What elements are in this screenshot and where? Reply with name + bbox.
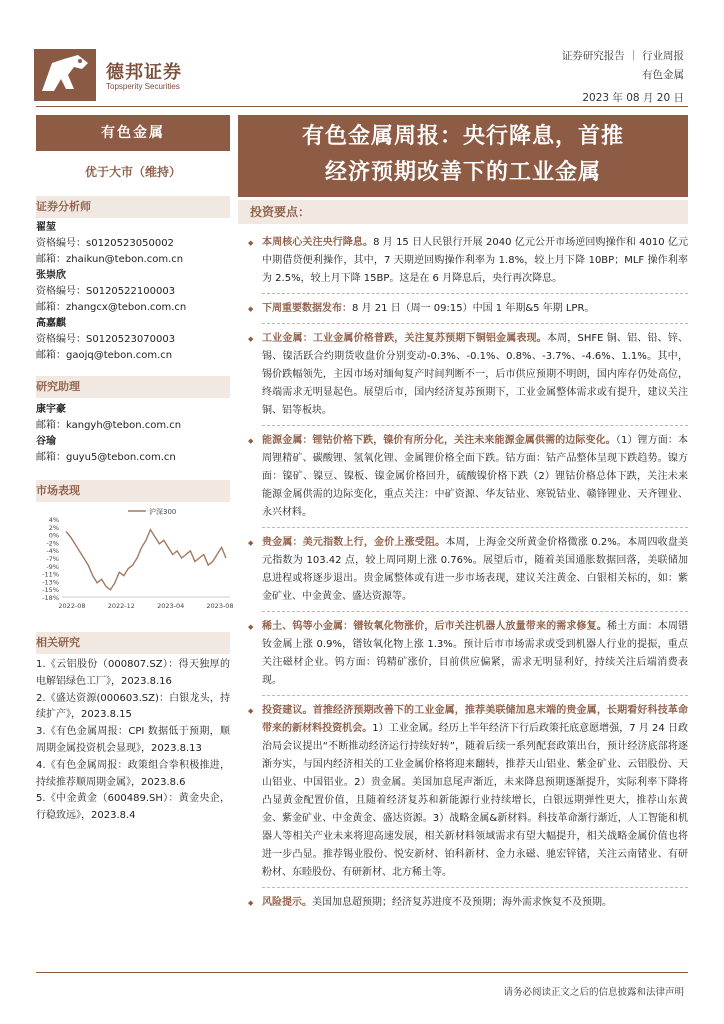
key-point-body: 8 月 15 日人民银行开展 2040 亿元公开市场逆回购操作和 4010 亿元中期借贷便利操作，其中，7 天期逆回购操作利率为 1.8%，较上月下降 10BP；MLF 操作利率为 2.5%，较上月下降 15BP。这是在 6 月降息后，央行再次降息。 xyxy=(262,237,688,284)
divider xyxy=(262,882,688,888)
assistant-email[interactable]: 邮箱：kangyh@tebon.com.cn xyxy=(36,420,182,431)
y-tick-label: -9% xyxy=(46,562,59,571)
key-point-body: 本周，上海金交所黄金价格微涨 0.2%。本周四收盘美元指数为 103.42 点，较上周同期上涨 0.76%。展望后市，随着美国通胀数据回落，美联储加息进程或将逐步退出。贵金属整体或有进一步市场表现，建议关注黄金、白银相关标的，如：紫金矿业、中金黄金、盛达资源等。 xyxy=(262,537,689,602)
assistant-name: 谷瑜 xyxy=(36,436,56,447)
related-heading: 相关研究 xyxy=(36,632,230,654)
divider xyxy=(262,606,688,612)
analyst-name: 高嘉麒 xyxy=(36,318,66,329)
key-point-body: 8 月 21 日（周一 09:15）中国 1 年期&5 年期 LPR。 xyxy=(352,303,595,314)
brand-name-cn: 德邦证券 xyxy=(106,62,182,83)
analyst-name: 张崇欣 xyxy=(36,270,66,281)
y-tick-label: -11% xyxy=(42,570,59,579)
assistants-heading: 研究助理 xyxy=(36,376,230,398)
key-point xyxy=(248,894,688,912)
y-tick-label: -2% xyxy=(46,539,59,548)
footer-disclaimer: 请务必阅读正文之后的信息披露和法律声明 xyxy=(503,987,684,998)
divider xyxy=(262,690,688,696)
x-tick-label: 2022-08 xyxy=(58,602,86,610)
key-point-lead: 下周重要数据发布： xyxy=(262,303,352,314)
series-line-hs300 xyxy=(66,530,226,590)
key-point-lead: 工业金属：工业金属价格普跌，关注复苏预期下铜铝金属表现。 xyxy=(262,333,547,344)
related-item[interactable]: 5.《中金黄金（600489.SH）：黄金央企，行稳致远》，2023.8.4 xyxy=(36,793,230,822)
key-point xyxy=(248,234,688,288)
y-tick-label: 2% xyxy=(48,523,59,532)
y-tick-label: 0% xyxy=(48,531,59,540)
key-point-lead: 能源金属：锂钴价格下跌，镍价有所分化，关注未来能源金属供需的边际变化。 xyxy=(262,435,616,446)
key-point xyxy=(248,618,688,690)
related-item[interactable]: 4.《有色金属周报：政策组合拳积极推进，持续推荐顺周期金属》，2023.8.6 xyxy=(36,759,230,788)
key-point-lead: 投资建议。首推经济预期改善下的工业金属，推荐美联储加息末端的贵金属，长期看好科技革命带来的新材料投资机会。 xyxy=(262,705,688,734)
key-point xyxy=(248,534,688,606)
brand-name-en: Topsperity Securities xyxy=(106,82,180,91)
sector-label: 有色金属 xyxy=(36,115,230,151)
y-tick-label: -7% xyxy=(46,555,59,563)
key-point-body: （1）锂方面：本周锂精矿、碳酸锂、氢氧化锂、金属锂价格全面下跌。钴方面：钴产品整体呈现下跌趋势。镍方面：镍矿、镍豆、镍板、镍金属价格回升，硫酸镍价格下跌（2）锂钴价格总体下跌，关注未来能源金属供需的边际变化，重点关注：中矿资源、华友钴业、寒锐钴业、赣锋锂业、天齐锂业、永兴材料。 xyxy=(262,435,688,518)
header-divider xyxy=(36,106,688,107)
analyst-email[interactable]: 邮箱：zhaikun@tebon.com.cn xyxy=(36,254,184,265)
section-heading: 投资要点： xyxy=(238,200,688,224)
key-point-lead: 风险提示。 xyxy=(262,897,312,908)
related-item[interactable]: 1.《云铝股份（000807.SZ）：得天独厚的电解铝绿色工厂》，2023.8.16 xyxy=(36,659,230,687)
key-point-lead: 本周核心关注央行降息。 xyxy=(262,237,374,248)
market-chart-svg xyxy=(36,505,236,613)
divider xyxy=(262,318,688,324)
report-industry: 有色金属 xyxy=(642,69,684,81)
brand-logo-icon xyxy=(34,49,96,101)
y-tick-label: -15% xyxy=(42,586,59,595)
analyst-name: 翟堃 xyxy=(36,222,56,233)
x-tick-label: 2022-12 xyxy=(107,602,135,610)
key-point xyxy=(248,300,688,318)
key-point xyxy=(248,432,688,522)
analyst-cert: 资格编号：S0120522100003 xyxy=(36,286,176,297)
key-point-body: 美国加息超预期；经济复苏进度不及预期；海外需求恢复不及预期。 xyxy=(312,897,612,908)
y-tick-label: -13% xyxy=(42,578,59,587)
report-title xyxy=(238,115,688,197)
analysts-heading: 证券分析师 xyxy=(36,196,230,218)
report-date: 2023 年 08 月 20 日 xyxy=(582,92,684,104)
related-list xyxy=(36,657,230,825)
key-point xyxy=(248,330,688,420)
analyst-cert: 资格编号：s0120523050002 xyxy=(36,238,174,249)
divider xyxy=(262,522,688,528)
key-point xyxy=(248,702,688,882)
footer-divider xyxy=(36,972,688,973)
y-tick-label: -4% xyxy=(46,547,59,556)
divider xyxy=(262,288,688,294)
assistant-email[interactable]: 邮箱：guyu5@tebon.com.cn xyxy=(36,452,176,463)
related-item[interactable]: 2.《盛达资源(000603.SZ)：白银龙头，持续扩产》，2023.8.15 xyxy=(36,692,230,721)
assistant-list xyxy=(36,402,230,466)
analyst-email[interactable]: 邮箱：gaojq@tebon.com.cn xyxy=(36,350,173,361)
key-point-body: 稀土方面：本周镨钕金属上涨 0.9%，镨钕氧化物上涨 1.3%。预计后市市场需求或受到机器人行业的提振，重点关注磁材企业。钨方面：钨精矿涨价，目前供应偏紧，需求无明显利好，持续关注后端消费表现。 xyxy=(262,621,689,686)
related-item[interactable]: 3.《有色金属周报：CPI 数据低于预期，顺周期金属投资机会显现》，2023.8.13 xyxy=(36,726,230,754)
y-tick-label: -18% xyxy=(42,594,59,602)
key-point-body: 1）工业金属。经历上半年经济下行后政策托底意愿增强，7 月 24 日政治局会议提出“不断推动经济运行持续好转”，随着后续一系列配套政策出台，预计经济底部将逐渐夯实，与国内经济相关的工业金属价格将迎来翻转，推荐天山铝业、紫金矿业、云铝股份、天山铝业、中国铝业。2）贵金属。美国加息尾声渐近，未来降息预期逐渐提升，实际利率下降将凸显黄金配置价值，且随着经济复苏和新能源行业持续增长，白银远期弹性更大，推荐山东黄金、紫金矿业、中金黄金、盛达资源。3）战略金属&新材料。科技革命渐行渐近，人工智能和机器人等相关产业未来将迎高速发展，相关新材料领域需求有望大幅提升，相关战略金属价值也将进一步凸显。推荐锡业股份、悦安新材、铂科新材、金力永磁、驰宏锌锗，关注云南锗业、有研粉材、东睦股份、有研新材、北方稀土等。 xyxy=(262,723,688,878)
report-type: 证券研究报告 ｜ 行业周报 xyxy=(561,50,684,62)
analyst-email[interactable]: 邮箱：zhangcx@tebon.com.cn xyxy=(36,302,187,313)
rating-label: 优于大市（维持） xyxy=(84,165,181,179)
title-line: 经济预期改善下的工业金属 xyxy=(324,160,601,185)
x-tick-label: 2023-08 xyxy=(206,602,234,610)
market-heading: 市场表现 xyxy=(36,480,230,502)
analyst-list xyxy=(36,220,230,364)
key-point-body: 本周，SHFE 铜、铝、铅、锌、锡、镍活跃合约期货收盘价分别变动-0.3%、-0.1%、0.8%、-3.7%、-4.6%、1.1%。其中，锡价跌幅领先，主因市场对缅甸复产时间判断不一，后市供应预期不明朗，国内库存仍处高位，终端需求无明显起色。展望后市，国内经济复苏预期下，工业金属整体需求或有提升，建议关注铜、铝等板块。 xyxy=(262,333,688,416)
y-tick-label: 4% xyxy=(48,516,59,524)
analyst-cert: 资格编号：S0120523070003 xyxy=(36,334,176,345)
legend-label: 沪深300 xyxy=(149,508,177,516)
title-line: 有色金属周报：央行降息，首推 xyxy=(301,124,624,149)
market-chart xyxy=(36,505,236,613)
key-points xyxy=(248,234,688,912)
divider xyxy=(262,420,688,426)
assistant-name: 康宇豪 xyxy=(36,404,66,415)
key-point-lead: 贵金属：美元指数上行，金价上涨受阻。 xyxy=(262,537,446,548)
key-point-lead: 稀土、钨等小金属：镨钕氧化物涨价，后市关注机器人放量带来的需求修复。 xyxy=(262,621,607,632)
x-tick-label: 2023-04 xyxy=(157,602,185,610)
